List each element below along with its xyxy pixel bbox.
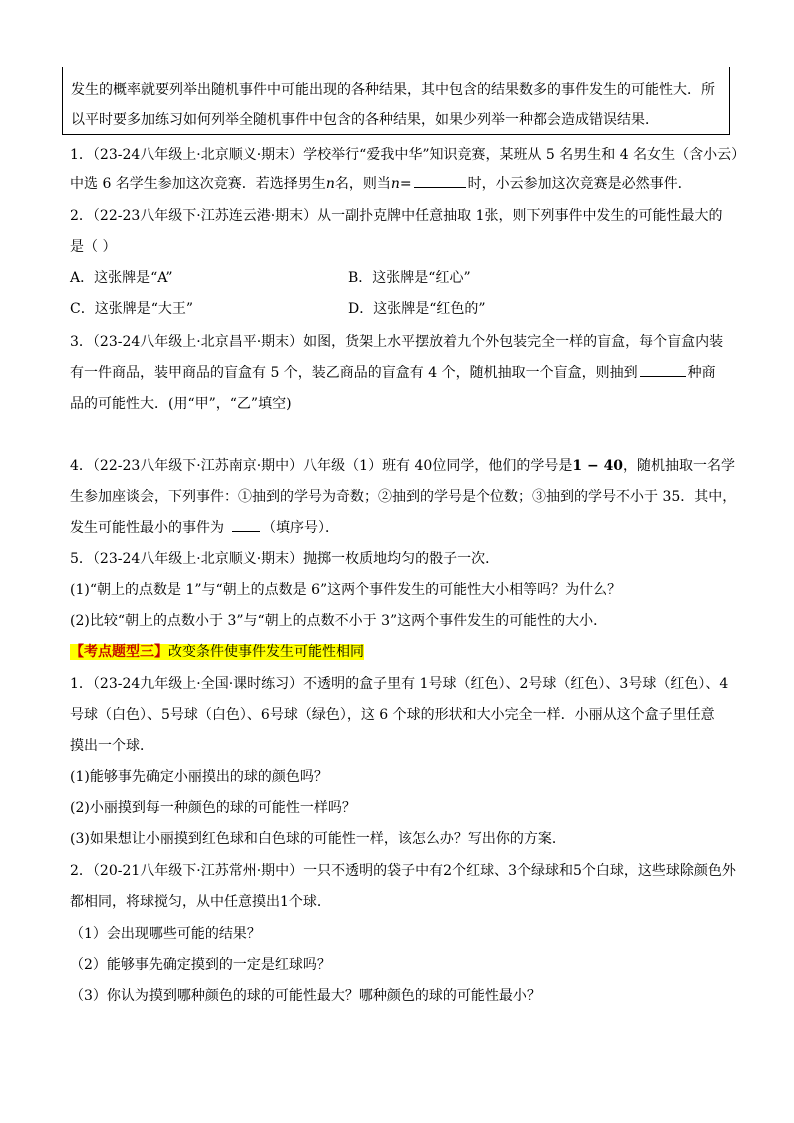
option-d: D．这张牌是“红色的” <box>348 301 486 317</box>
q4-line-3 <box>70 517 339 539</box>
q1-text-a: 中选 6 名学生参加这次竞赛．若选择男生 <box>70 176 326 192</box>
s3q1-line-2: 号球（白色）、5号球（白色）、6号球（绿色），这 6 个球的形状和大小完全一样．小丽从这个盒子里任意 <box>70 707 715 723</box>
q4-line-2: 生参加座谈会，下列事件：①抽到的学号为奇数；②抽到的学号是个位数；③抽到的学号不小于 35．其中， <box>70 489 737 505</box>
answer-blank[interactable] <box>640 362 686 377</box>
s3q2-sub-1: （1）会出现哪些可能的结果？ <box>70 926 261 942</box>
q2-options-row-1 <box>70 267 172 289</box>
q5-sub-1: (1)“朝上的点数是 1”与“朝上的点数是 6”这两个事件发生的可能性大小相等吗？为什么？ <box>70 582 622 598</box>
section-heading <box>70 641 364 663</box>
answer-blank[interactable] <box>232 517 260 532</box>
q1-text-b: 名，则当 <box>334 176 391 192</box>
q1-equals: = <box>399 176 412 192</box>
q5-line-1: 5．（23-24八年级上·北京顺义·期末）抛掷一枚质地均匀的骰子一次． <box>70 551 500 567</box>
var-n: n <box>325 176 335 192</box>
q2-line-2: 是（ ） <box>70 239 117 255</box>
q5-sub-2: (2)比较“朝上的点数小于 3”与“朝上的点数不小于 3”这两个事件发生的可能性的大小． <box>70 613 608 629</box>
s3q1-sub-1: (1)能够事先确定小丽摸出的球的颜色吗？ <box>70 769 328 785</box>
q3-line-2 <box>70 362 716 384</box>
var-n-2: n <box>390 176 400 192</box>
s3q1-sub-3: (3)如果想让小丽摸到红色球和白色球的可能性一样，该怎么办？写出你的方案． <box>70 831 566 847</box>
s3q2-sub-3: （3）你认为摸到哪种颜色的球的可能性最大？哪种颜色的球的可能性最小？ <box>70 988 541 1004</box>
option-c: C．这张牌是“大王” <box>70 301 194 317</box>
q3-text-b: 种商 <box>687 365 716 381</box>
intro-box <box>62 67 730 135</box>
option-b: B．这张牌是“红心” <box>348 270 471 286</box>
intro-line-1: 发生的概率就要列举出随机事件中可能出现的各种结果，其中包含的结果数多的事件发生的可能性大．所 <box>71 82 715 98</box>
s3q1-line-3: 摸出一个球． <box>70 738 154 754</box>
q4-range: 1 − 40 <box>572 458 624 474</box>
q3-line-1: 3．（23-24八年级上·北京昌平·期末）如图，货架上水平摆放着九个外包装完全一样的盲盒，每个盲盒内装 <box>70 334 724 350</box>
s3q2-line-1: 2．（20-21八年级下·江苏常州·期中）一只不透明的袋子中有2个红球、3个绿球和5个白球，这些球除颜色外 <box>70 863 736 879</box>
q4-text-a: 发生可能性最小的事件为 <box>70 520 224 536</box>
q3-text-a: 有一件商品，装甲商品的盲盒有 5 个，装乙商品的盲盒有 4 个，随机抽取一个盲盒，则抽到 <box>70 365 638 381</box>
q4-line-1 <box>70 455 735 477</box>
section-title: 改变条件使事件发生可能性相同 <box>168 644 364 660</box>
option-a: A．这张牌是“A” <box>70 270 173 286</box>
q1-line-2 <box>70 173 692 195</box>
intro-line-2: 以平时要多加练习如何列举全随机事件中包含的各种结果，如果少列举一种都会造成错误结果． <box>71 112 659 128</box>
s3q2-sub-2: （2）能够事先确定摸到的一定是红球吗？ <box>70 957 331 973</box>
q4-text-a: 4．（22-23八年级下·江苏南京·期中）八年级（1）班有 40位同学，他们的学号是 <box>70 458 573 474</box>
s3q2-line-2: 都相同，将球搅匀，从中任意摸出1个球． <box>70 894 331 910</box>
s3q1-sub-2: (2)小丽摸到每一种颜色的球的可能性一样吗？ <box>70 800 356 816</box>
q2-line-1: 2．（22-23八年级下·江苏连云港·期末）从一副扑克牌中任意抽取 1张，则下列事件中发生的可能性最大的 <box>70 208 723 224</box>
answer-blank[interactable] <box>414 173 466 188</box>
q4-text-c: ，随机抽取一名学 <box>623 458 736 474</box>
section-tag: 【考点题型三】 <box>70 644 168 660</box>
q1-text-d: 时，小云参加这次竞赛是必然事件． <box>467 176 692 192</box>
q4-text-b: （填序号）． <box>262 520 339 536</box>
q3-line-3: 品的可能性大．(用“甲”，“乙”填空) <box>70 396 292 412</box>
q1-line-1: 1．（23-24八年级上·北京顺义·期末）学校举行“爱我中华”知识竞赛，某班从 5 名男生和 4 名女生（含小云） <box>70 147 746 163</box>
s3q1-line-1: 1．（23-24九年级上·全国·课时练习）不透明的盒子里有 1号球（红色）、2号球（红色）、3号球（红色）、4 <box>70 676 729 692</box>
